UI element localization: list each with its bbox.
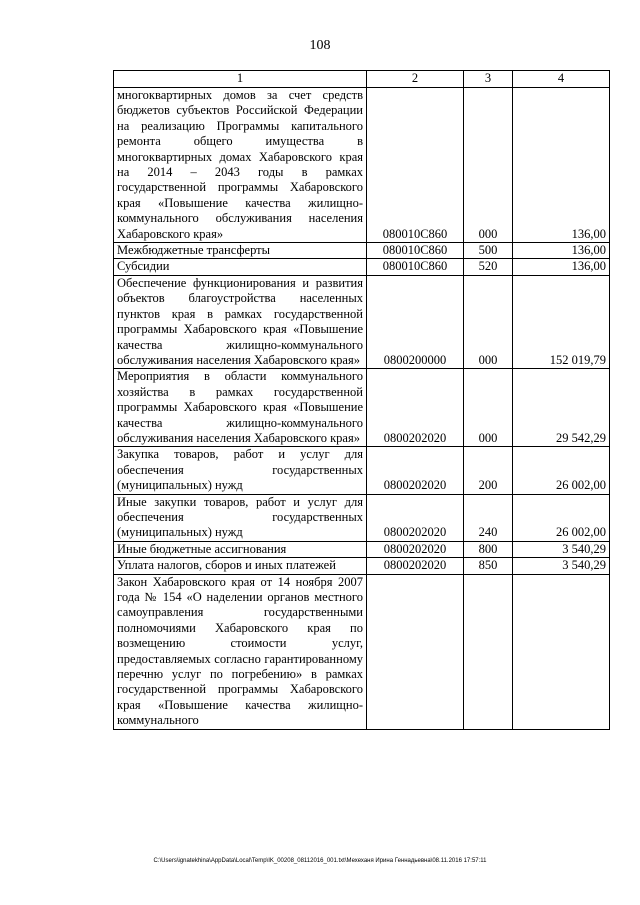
- row-amount: 29 542,29: [513, 369, 610, 447]
- page-number: 108: [309, 38, 331, 53]
- row-description: Субсидии: [114, 259, 367, 275]
- row-description: Межбюджетные трансферты: [114, 243, 367, 259]
- row-type: 000: [464, 275, 513, 368]
- table-row: [114, 88, 610, 243]
- file-path-footer: C:\Users\ignatekhina\AppData\Local\Temp\IK_00208_08112016_001.txt\Мехеханя Ирина Геннадьевна\08.11.2016 17:57:11: [153, 858, 487, 864]
- table-row: [114, 243, 610, 259]
- row-amount: 136,00: [513, 88, 610, 243]
- header-col-3: 3: [464, 71, 513, 88]
- row-code: 0800202020: [367, 558, 464, 574]
- row-description: Обеспечение функционирования и развития объектов благоустройства населенных пунктов края в рамках государственной программы Хабаровского края «Повышение качества жилищно-коммунального обслуживания населения Хабаровского края»: [114, 275, 367, 368]
- row-amount: 152 019,79: [513, 275, 610, 368]
- row-type: 240: [464, 494, 513, 541]
- row-code: 0800202020: [367, 494, 464, 541]
- row-description: многоквартирных домов за счет средств бюджетов субъектов Российской Федерации на реализацию Программы капитального ремонта общего имущества в многоквартирных домах Хабаровского края на 2014 – 2043 годы в рамках государственной программы Хабаровского края «Повышение качества жилищно-коммунального обслуживания населения Хабаровского края»: [114, 88, 367, 243]
- row-description: Уплата налогов, сборов и иных платежей: [114, 558, 367, 574]
- row-amount: 136,00: [513, 243, 610, 259]
- row-amount: [513, 574, 610, 729]
- table-row: [114, 259, 610, 275]
- row-amount: 3 540,29: [513, 558, 610, 574]
- row-code: 0800202020: [367, 541, 464, 557]
- budget-table: [113, 70, 610, 730]
- row-description: Закон Хабаровского края от 14 ноября 2007 года № 154 «О наделении органов местного самоуправления государственными полномочиями Хабаровского края по возмещению стоимости услуг, предоставляемых согласно гарантированному перечню услуг по погребению» в рамках государственной программы Хабаровского края «Повышение качества жилищно-коммунального: [114, 574, 367, 729]
- row-code: 080010С860: [367, 88, 464, 243]
- header-col-2: 2: [367, 71, 464, 88]
- table-row: [114, 447, 610, 494]
- row-type: 000: [464, 369, 513, 447]
- row-type: 000: [464, 88, 513, 243]
- row-description: Мероприятия в области коммунального хозяйства в рамках государственной программы Хабаровского края «Повышение качества жилищно-коммунального обслуживания населения Хабаровского края»: [114, 369, 367, 447]
- table-row: [114, 574, 610, 729]
- table-header-row: [114, 71, 610, 88]
- table-row: [114, 558, 610, 574]
- row-type: 850: [464, 558, 513, 574]
- row-amount: 26 002,00: [513, 494, 610, 541]
- row-description: Закупка товаров, работ и услуг для обеспечения государственных (муниципальных) нужд: [114, 447, 367, 494]
- row-type: 800: [464, 541, 513, 557]
- table-row: [114, 275, 610, 368]
- header-col-4: 4: [513, 71, 610, 88]
- table-row: [114, 494, 610, 541]
- row-amount: 136,00: [513, 259, 610, 275]
- row-type: [464, 574, 513, 729]
- row-code: 080010С860: [367, 243, 464, 259]
- table-row: [114, 369, 610, 447]
- row-amount: 3 540,29: [513, 541, 610, 557]
- row-code: 0800202020: [367, 369, 464, 447]
- row-code: 0800202020: [367, 447, 464, 494]
- row-type: 500: [464, 243, 513, 259]
- row-code: [367, 574, 464, 729]
- row-description: Иные закупки товаров, работ и услуг для обеспечения государственных (муниципальных) нужд: [114, 494, 367, 541]
- row-type: 200: [464, 447, 513, 494]
- row-amount: 26 002,00: [513, 447, 610, 494]
- row-type: 520: [464, 259, 513, 275]
- table-row: [114, 541, 610, 557]
- row-code: 0800200000: [367, 275, 464, 368]
- row-description: Иные бюджетные ассигнования: [114, 541, 367, 557]
- header-col-1: 1: [114, 71, 367, 88]
- row-code: 080010С860: [367, 259, 464, 275]
